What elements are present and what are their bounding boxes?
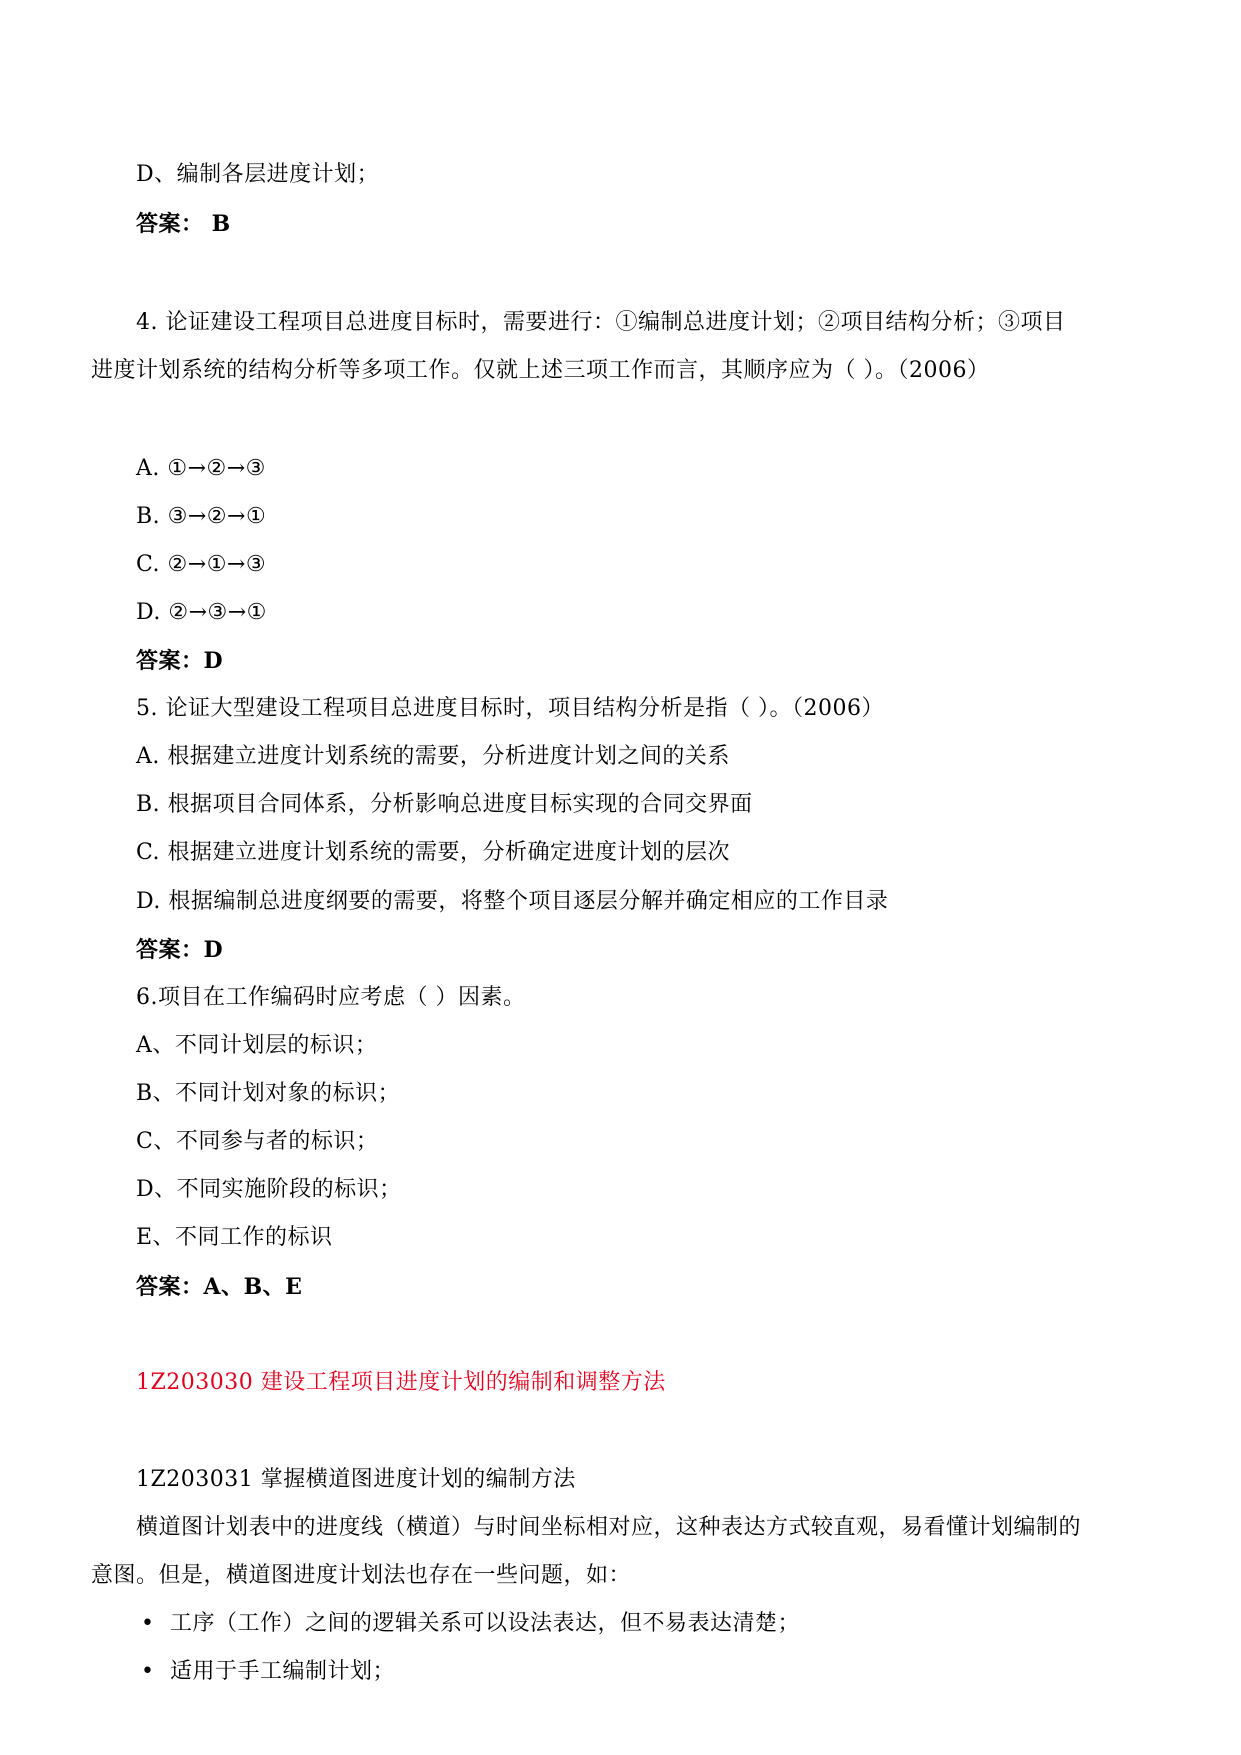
q4-option-b: B. ③→②→① [136,504,267,529]
bullet-icon: • [141,1659,154,1684]
q5-option-a: A. 根据建立进度计划系统的需要，分析进度计划之间的关系 [136,744,730,769]
q4-option-d: D. ②→③→① [136,600,267,625]
section-heading: 1Z203030 建设工程项目进度计划的编制和调整方法 [136,1370,666,1395]
section-subheading: 1Z203031 掌握横道图进度计划的编制方法 [136,1467,576,1492]
q5-option-b: B. 根据项目合同体系，分析影响总进度目标实现的合同交界面 [136,792,753,817]
section-paragraph-line1: 横道图计划表中的进度线（横道）与时间坐标相对应，这种表达方式较直观，易看懂计划编制的 [136,1515,1082,1540]
q6-option-a: A、不同计划层的标识； [136,1033,378,1058]
bullet-item: 适用于手工编制计划； [170,1659,396,1684]
q4-stem-line1: 4. 论证建设工程项目总进度目标时，需要进行：①编制总进度计划；②项目结构分析；③项目 [136,310,1066,335]
q4-option-a: A. ①→②→③ [136,456,266,481]
q6-option-d: D、不同实施阶段的标识； [136,1177,402,1202]
q5-stem: 5. 论证大型建设工程项目总进度目标时，项目结构分析是指（ ）。（2006） [136,696,884,721]
q5-option-c: C. 根据建立进度计划系统的需要，分析确定进度计划的层次 [136,840,731,865]
q4-answer: 答案：D [136,648,224,674]
section-paragraph-line2: 意图。但是，横道图进度计划法也存在一些问题，如： [91,1563,632,1588]
q4-stem-line2: 进度计划系统的结构分析等多项工作。仅就上述三项工作而言，其顺序应为（ ）。（2006） [91,358,990,383]
bullet-icon: • [141,1611,154,1636]
q5-answer: 答案：D [136,937,224,963]
q3-option-d: D、编制各层进度计划； [136,162,380,187]
q6-option-c: C、不同参与者的标识； [136,1129,379,1154]
q4-option-c: C. ②→①→③ [136,552,267,577]
bullet-item: 工序（工作）之间的逻辑关系可以设法表达，但不易表达清楚； [170,1611,801,1636]
q5-option-d: D. 根据编制总进度纲要的需要，将整个项目逐层分解并确定相应的工作目录 [136,889,889,914]
q6-option-b: B、不同计划对象的标识； [136,1081,401,1106]
q6-stem: 6.项目在工作编码时应考虑（ ）因素。 [136,985,526,1010]
q3-answer: 答案： B [136,211,231,237]
q6-option-e: E、不同工作的标识 [136,1225,333,1250]
q6-answer: 答案：A、B、E [136,1274,303,1300]
